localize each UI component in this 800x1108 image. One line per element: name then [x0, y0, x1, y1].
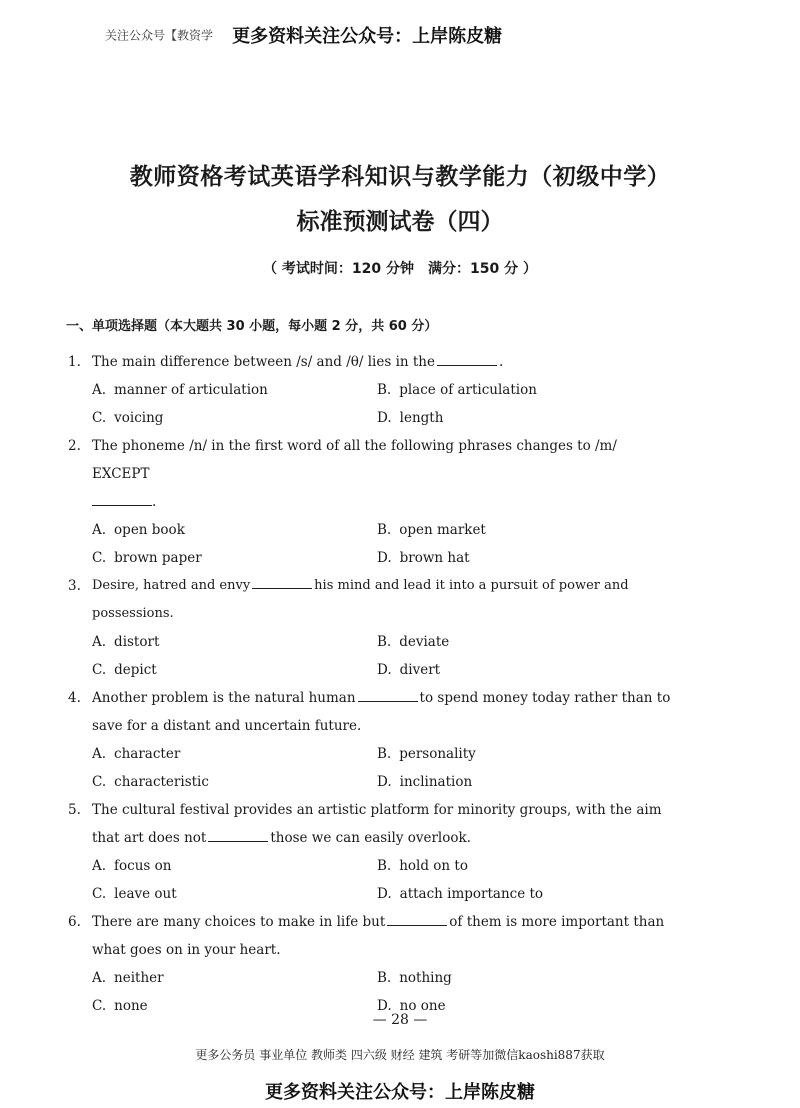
- option-d: D. no one: [377, 998, 446, 1014]
- question-number: 4.: [68, 690, 81, 706]
- question-3: [68, 572, 674, 684]
- options: [68, 516, 674, 572]
- question-number: 5.: [68, 802, 81, 818]
- question-number: 2.: [68, 438, 81, 454]
- option-b: B. hold on to: [377, 858, 468, 874]
- header-small-note: 关注公众号【教资学: [105, 28, 214, 43]
- option-b: B. deviate: [377, 634, 450, 650]
- options: [68, 740, 674, 796]
- title-block: [0, 158, 800, 236]
- option-a: A. distort: [92, 634, 160, 650]
- question-stem: Desire, hatred and envy his mind and lead it into a pursuit of power and possessions.: [92, 578, 629, 621]
- section-heading: 一、单项选择题（本大题共 30 小题，每小题 2 分，共 60 分）: [66, 319, 438, 334]
- options: [68, 376, 674, 432]
- option-c: C. brown paper: [92, 550, 202, 566]
- question-5: [68, 796, 674, 908]
- question-number: 6.: [68, 914, 81, 930]
- question-list: [68, 348, 674, 1020]
- header-big-note: 更多资料关注公众号：上岸陈皮糖: [232, 26, 503, 47]
- footer-ad-line: 更多公务员 事业单位 教师类 四六级 财经 建筑 考研等加微信kaoshi887获取: [195, 1048, 605, 1062]
- option-a: A. neither: [92, 970, 164, 986]
- exam-info: （ 考试时间：120 分钟 满分：150 分 ）: [263, 261, 537, 277]
- question-number: 3.: [68, 578, 81, 594]
- page-number: — 28 —: [372, 1012, 428, 1028]
- question-stem: There are many choices to make in life but of them is more important than what goes on in your heart.: [92, 914, 665, 958]
- option-a: A. focus on: [92, 858, 172, 874]
- question-4: [68, 684, 674, 796]
- answer-blank: [208, 829, 268, 842]
- option-a: A. character: [92, 746, 181, 762]
- option-c: C. characteristic: [92, 774, 209, 790]
- answer-blank: [358, 689, 418, 702]
- exam-title: 教师资格考试英语学科知识与教学能力（初级中学）: [129, 163, 671, 190]
- option-c: C. voicing: [92, 410, 164, 426]
- option-b: B. place of articulation: [377, 382, 537, 398]
- option-d: D. attach importance to: [377, 886, 544, 902]
- footer-big-note: 更多资料关注公众号：上岸陈皮糖: [265, 1082, 535, 1103]
- answer-blank: [252, 576, 312, 589]
- option-a: A. manner of articulation: [92, 382, 268, 398]
- exam-subtitle: 标准预测试卷（四）: [296, 208, 504, 235]
- option-b: B. nothing: [377, 970, 452, 986]
- option-b: B. personality: [377, 746, 476, 762]
- question-stem: Another problem is the natural human to spend money today rather than to save for a distant and uncertain future.: [92, 690, 671, 734]
- top-header: [105, 22, 502, 50]
- answer-blank: [387, 913, 447, 926]
- option-c: C. leave out: [92, 886, 177, 902]
- question-stem: The main difference between /s/ and /θ/ lies in the .: [92, 354, 504, 370]
- option-a: A. open book: [92, 522, 185, 538]
- options: [68, 628, 674, 684]
- question-1: [68, 348, 674, 432]
- options: [68, 852, 674, 908]
- option-d: D. length: [377, 410, 444, 426]
- question-2: [68, 432, 674, 572]
- option-d: D. brown hat: [377, 550, 470, 566]
- option-c: C. depict: [92, 662, 157, 678]
- question-stem: The phoneme /n/ in the first word of all the following phrases changes to /m/ EXCEPT .: [92, 438, 617, 510]
- option-c: C. none: [92, 998, 148, 1014]
- option-d: D. inclination: [377, 774, 473, 790]
- option-d: D. divert: [377, 662, 441, 678]
- answer-blank: [437, 353, 497, 366]
- question-6: [68, 908, 674, 1020]
- question-number: 1.: [68, 354, 81, 370]
- option-b: B. open market: [377, 522, 486, 538]
- question-stem: The cultural festival provides an artistic platform for minority groups, with the aim that art does not those we can easily overlook.: [92, 802, 662, 846]
- answer-blank: [92, 491, 152, 506]
